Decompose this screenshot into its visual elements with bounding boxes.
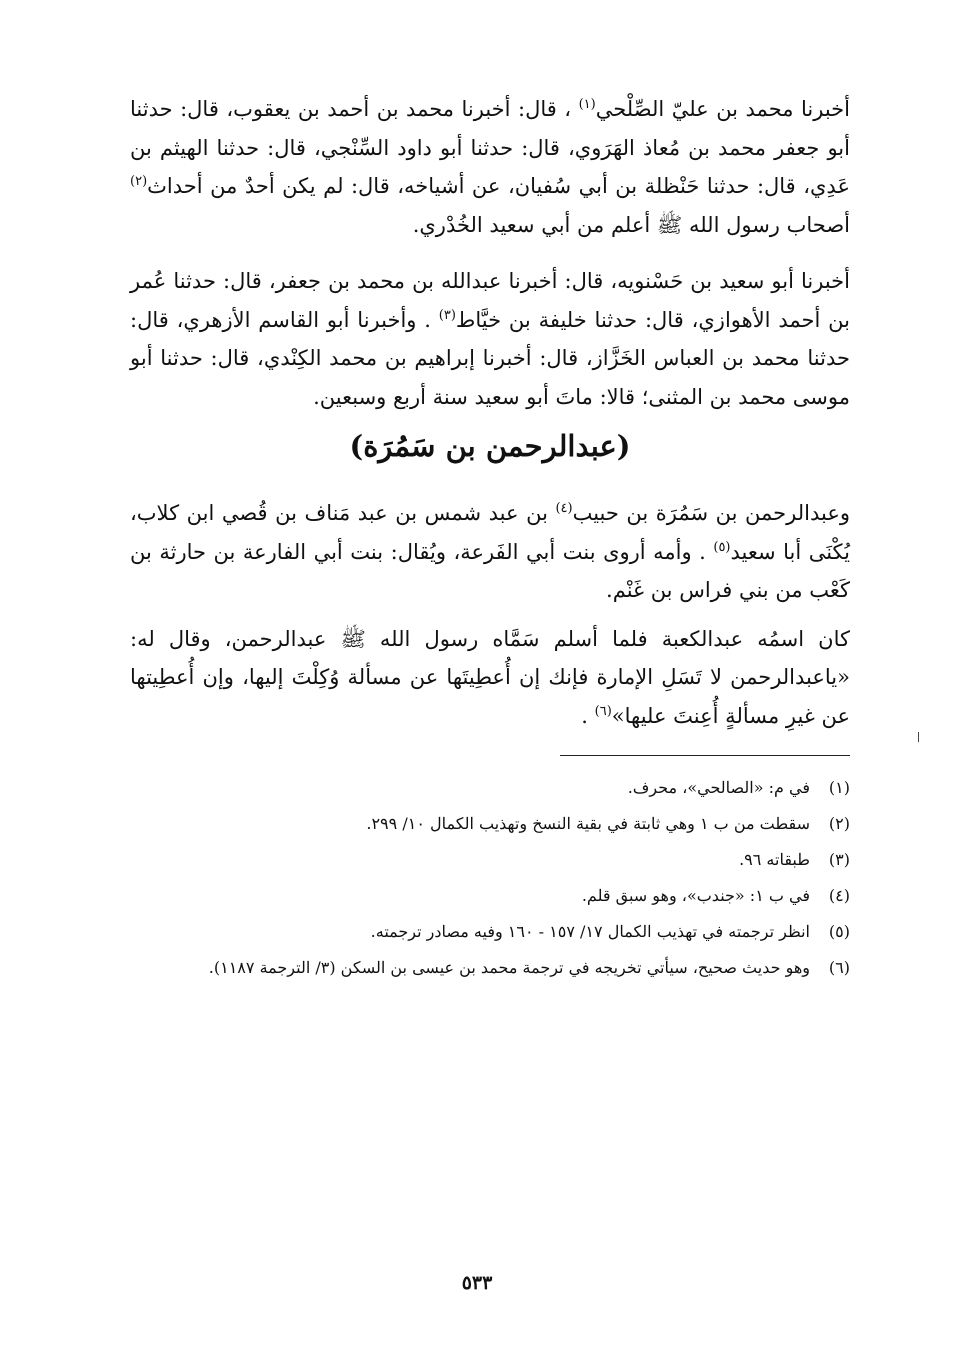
paragraph-2 [130, 262, 850, 416]
footnote-item [130, 774, 850, 802]
page-number: ٥٣٣ [461, 1272, 493, 1294]
paragraph-1-text-b: ، قال: أخبرنا محمد بن أحمد بن يعقوب، قال: حدثنا أبو جعفر محمد بن مُعاذ الهَرَوي، قال: حدثنا أبو داود السِّنْجي، قال: حدثنا الهيثم بن عَدِي، قال: حدثنا حَنْظلة بن أبي سُفيان، عن أشياخه، قال: لم يكن أحدٌ من أحداث [130, 97, 850, 198]
footnote-ref-6[interactable]: (٦) [594, 703, 612, 719]
section-heading: (عبدالرحمن بن سَمُرَة) [349, 429, 631, 463]
paragraph-1-text-c: أصحاب رسول الله ﷺ أعلم من أبي سعيد الخُدْري. [412, 212, 850, 237]
paragraph-3 [130, 494, 850, 610]
footnote-item [130, 954, 850, 982]
footnote-item [130, 882, 850, 910]
footnote-item [130, 918, 850, 946]
paragraph-1 [130, 90, 850, 244]
footnote-number: (٢) [828, 814, 850, 833]
paragraph-1-text-a: أخبرنا محمد بن عليّ الصِّلْحي [595, 97, 850, 121]
footnote-text: في م: «الصالحي»، محرف. [627, 778, 810, 797]
footnote-number: (٦) [828, 958, 850, 977]
footnote-ref-3[interactable]: (٣) [438, 307, 456, 323]
paragraph-3-text-b: بن عبد شمس بن عبد مَناف بن قُصي ابن كلاب، يُكْنَى أبا سعيد [130, 501, 851, 564]
footnote-text: في ب ١: «جندب»، وهو سبق قلم. [581, 886, 810, 905]
paragraph-2-text-b: . وأخبرنا أبو القاسم الأزهري، قال: حدثنا محمد بن العباس الخَزَّاز، قال: أخبرنا إبراهيم بن محمد الكِنْدي، قال: حدثنا أبو موسى محمد بن المثنى؛ قالا: ماتَ أبو سعيد سنة أربع وسبعين. [130, 307, 850, 409]
footnote-text: انظر ترجمته في تهذيب الكمال ١٧/ ١٥٧ - ١٦٠ وفيه مصادر ترجمته. [370, 922, 810, 941]
footnotes-list [130, 774, 850, 982]
footnote-text: سقطت من ب ١ وهي ثابتة في بقية النسخ وتهذيب الكمال ١٠/ ٢٩٩. [366, 814, 810, 833]
footnote-ref-2[interactable]: (٢) [130, 174, 148, 189]
margin-mark [918, 732, 919, 742]
footnote-item [130, 846, 850, 874]
paragraph-4-text-b: . [581, 703, 595, 728]
footnote-number: (٥) [828, 922, 850, 941]
footnote-number: (٣) [828, 850, 850, 869]
footnote-number: (٤) [828, 886, 850, 905]
paragraph-4-text-a: كان اسمُه عبدالكعبة فلما أسلم سَمَّاه رسول الله ﷺ عبدالرحمن، وقال له: «ياعبدالرحمن لا تَسَلِ الإمارة فإنك إن أُعطِيتَها عن مسألة وُكِلْتَ إليها، وإن أُعطِيتها عن غيرِ مسألةٍ أُعِنتَ عليها» [130, 626, 850, 728]
paragraph-4 [130, 620, 850, 736]
paragraph-2-text-a: أخبرنا أبو سعيد بن حَسْنويه، قال: أخبرنا عبدالله بن محمد بن جعفر، قال: حدثنا عُمر بن أحمد الأهوازي، قال: حدثنا خليفة بن خيَّاط [130, 269, 850, 332]
paragraph-3-text-a: وعبدالرحمن بن سَمُرَة بن حبيب [572, 501, 850, 525]
paragraph-3-text-c: . وأمه أروى بنت أبي الفَرعة، ويُقال: بنت أبي الفارعة بن حارثة بن كَعْب من بني فراس بن غَنْم. [130, 539, 850, 602]
page-body [130, 90, 850, 990]
footnote-divider [560, 755, 850, 756]
footnote-ref-4[interactable]: (٤) [555, 501, 573, 516]
footnote-ref-5[interactable]: (٥) [713, 539, 731, 555]
footnote-text: وهو حديث صحيح، سيأتي تخريجه في ترجمة محمد بن عيسى بن السكن (٣/ الترجمة ١١٨٧). [208, 958, 810, 977]
footnote-item [130, 810, 850, 838]
footnote-text: طبقاته ٩٦. [739, 850, 810, 869]
footnote-number: (١) [828, 778, 850, 797]
footnote-ref-1[interactable]: (١) [578, 97, 596, 112]
